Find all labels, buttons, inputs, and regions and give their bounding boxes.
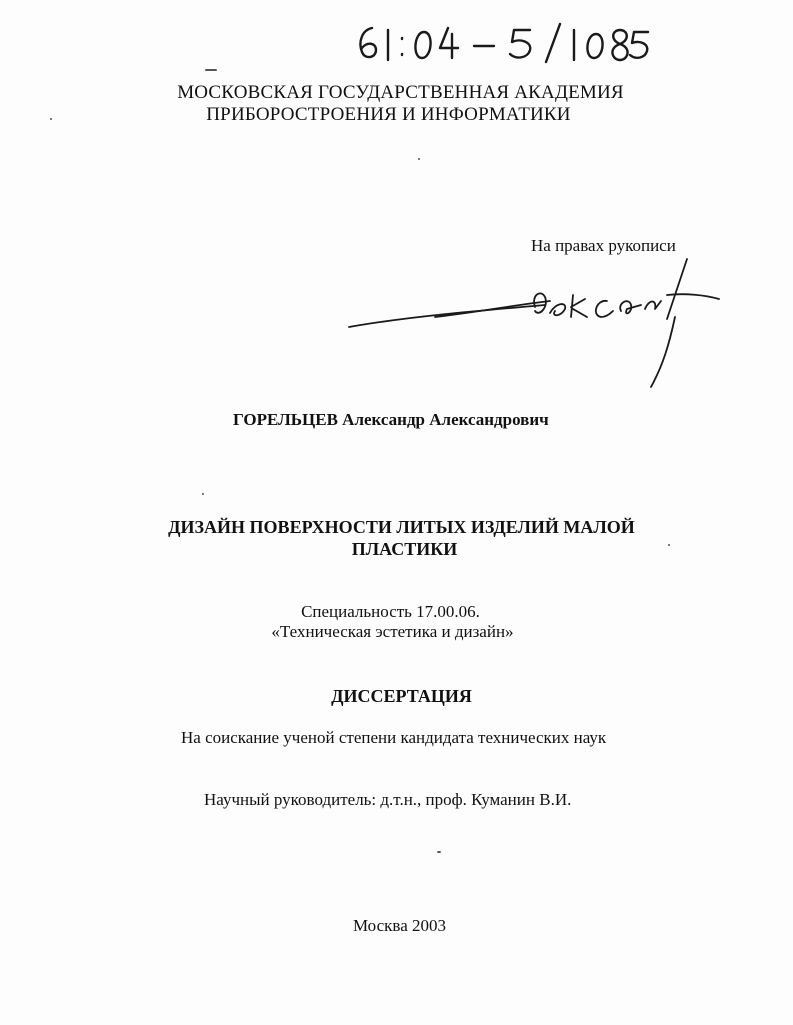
handwritten-archive-code: [350, 18, 650, 64]
title-line-1: ДИЗАЙН ПОВЕРХНОСТИ ЛИТЫХ ИЗДЕЛИЙ МАЛОЙ: [168, 517, 635, 537]
title-line-2: ПЛАСТИКИ: [351, 539, 458, 559]
institution-name: [0, 82, 793, 126]
scan-speck: [202, 493, 204, 495]
dissertation-title: [0, 516, 793, 560]
document-type-heading: ДИССЕРТАЦИЯ: [331, 686, 472, 706]
scan-speck: [418, 158, 420, 160]
author-signature: [345, 255, 725, 395]
scientific-supervisor: Научный руководитель: д.т.н., проф. Куманин В.И.: [204, 790, 572, 809]
degree-statement: На соискание ученой степени кандидата технических наук: [181, 728, 607, 747]
institution-line-1: МОСКОВСКАЯ ГОСУДАРСТВЕННАЯ АКАДЕМИЯ: [177, 82, 624, 103]
specialty: [0, 602, 793, 642]
scan-mark: [205, 69, 217, 71]
manuscript-rights-note: На правах рукописи: [531, 236, 676, 255]
place-and-year: Москва 2003: [352, 916, 447, 935]
author-name: ГОРЕЛЬЦЕВ Александр Александрович: [233, 410, 549, 429]
specialty-code: Специальность 17.00.06.: [301, 602, 480, 621]
institution-line-2: ПРИБОРОСТРОЕНИЯ И ИНФОРМАТИКИ: [206, 104, 571, 125]
specialty-name: «Техническая эстетика и дизайн»: [271, 622, 514, 641]
scan-speck: [437, 851, 441, 853]
